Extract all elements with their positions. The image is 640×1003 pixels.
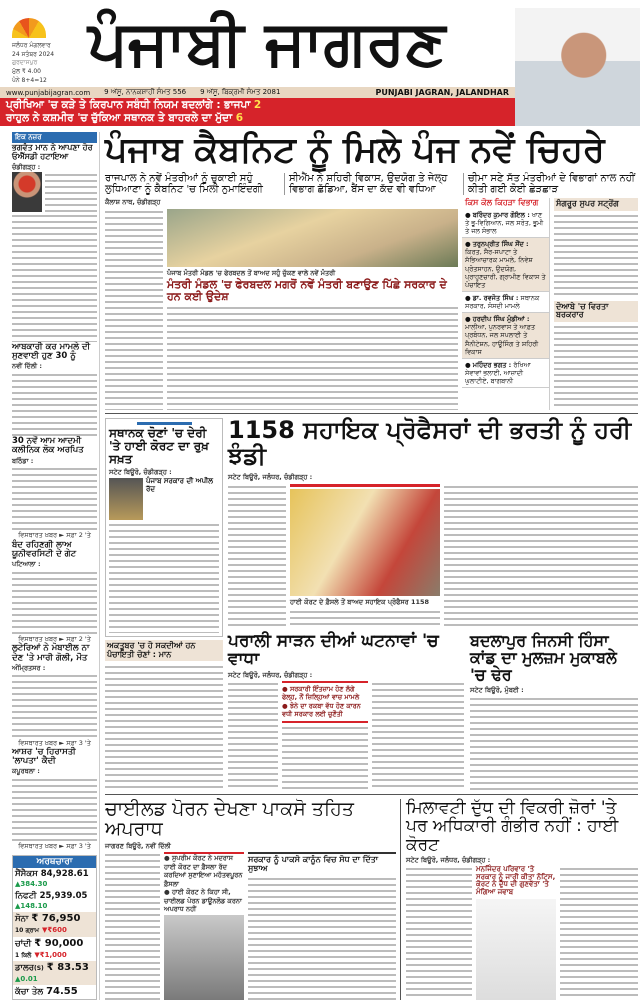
pocso-side (248, 852, 396, 1000)
website-link[interactable]: www.punjabijagran.com (6, 88, 91, 97)
publisher: PUNJABI JAGRAN, JALANDHAR (375, 88, 509, 98)
story-body (372, 681, 464, 791)
section-label: ਇਕ ਨਜ਼ਰ (12, 132, 97, 143)
pocso-subhead: ਸਰਕਾਰ ਨੂੰ ਪਾਕਸੋ ਕਾਨੂੰਨ ਵਿਚ ਸੋਧ ਦਾ ਦਿੱਤਾ ਸੁਝਾਅ (248, 855, 379, 873)
city-day: ਜਲੰਧਰ ਮੰਗਲਵਾਰ (12, 42, 51, 49)
story-dateline: ਸਟੇਟ ਬਿਊਰੋ, ਜਲੰਧਰ, ਚੰਡੀਗੜ੍ਹ : (406, 855, 491, 864)
teaser-1[interactable]: ਪ੍ਰੀਖਿਆ 'ਚ ਕੜੇ ਤੇ ਕਿਰਪਾਨ ਸਬੰਧੀ ਨਿਯਮ ਬਦਲਾਂਗੇ : ਭਾਜਪਾ 2 (6, 99, 262, 112)
side-story-title[interactable]: ਦੋਆਬੇ 'ਚ ਵਿਰਤਾ ਬਰਕਰਾਰ (554, 301, 638, 322)
cabinet-oath-photo (167, 209, 458, 267)
portfolio-item: ● ਹਰਦੀਪ ਸਿੰਘ ਮੁੰਡੀਆਂ : ਮਾਲੀਆ, ਪੁਨਰਵਾਸ ਤੇ ਆਫ਼ਤ ਪ੍ਰਬੰਧਨ, ਜਲ ਸਪਲਾਈ ਤੇ ਸੈਨੀਟੇਸ਼ਨ, ਹਾਊਸਿੰਗ ਤੇ ਸ਼ਹਿਰੀ ਵਿਕਾਸ (462, 313, 549, 359)
story-body (406, 866, 472, 1000)
story-title[interactable]: ਆਬਕਾਰੀ ਕਰ ਮਾਮਲੇ ਦੀ ਸੁਣਵਾਈ ਹੁਣ 30 ਨੂੰ (12, 341, 91, 362)
right-side-stories (554, 198, 638, 410)
story-dateline: ਜਾਗਰਣ ਬਿਊਰੋ, ਨਵੀਂ ਦਿੱਲੀ (105, 841, 171, 850)
story-body (12, 777, 97, 841)
story-body (45, 172, 97, 212)
story-dateline: ਨਵੀਂ ਦਿੱਲੀ : (12, 362, 42, 371)
story-dateline: ਕਪੂਰਥਲਾ : (12, 767, 40, 776)
issue-date: 24 ਸਤੰਬਰ 2024 (12, 50, 55, 58)
jump-link[interactable]: ਵਿਸਥਾਰਤ ਖ਼ਬਰ ► ਸਫ਼ਾ 2 'ਤੇ (18, 635, 91, 643)
story-title[interactable]: ਆਸ਼ਰ 'ਚ ਹਿਰਾਸਤੀ 'ਲਾਪਤਾ' ਕੈਦੀ (12, 747, 76, 767)
story-dateline: ਸਟੇਟ ਬਿਊਰੋ, ਜਲੰਧਰ, ਚੰਡੀਗੜ੍ਹ : (228, 472, 313, 481)
market-box (12, 855, 97, 1000)
court-box-subhead: ਪੰਜਾਬ ਸਰਕਾਰ ਦੀ ਅਪੀਲ ਰੱਦ (146, 477, 213, 493)
stubble-headline[interactable]: ਪਰਾਲੀ ਸਾੜਨ ਦੀਆਂ ਘਟਨਾਵਾਂ 'ਚ ਵਾਧਾ (228, 630, 439, 670)
market-row-gold: ਸੋਨਾ ₹ 76,950 10 ਗ੍ਰਾਮ ▼₹600 (13, 912, 96, 936)
story-title[interactable]: ਬੰਦ ਰਹਿਣਗੀ ਲਾਅ ਯੂਨੀਵਰਸਿਟੀ ਦੇ ਗੇਟ (12, 539, 77, 559)
market-row-nifty: ਨਿਫਟੀ 25,939.05 ▲148.10 (15, 891, 88, 911)
milk-headline[interactable]: ਮਿਲਾਵਟੀ ਦੁੱਧ ਦੀ ਵਿਕਰੀ ਜ਼ੋਰਾਂ 'ਤੇ ਪਰ ਅਧਿਕਾਰੀ ਗੰਭੀਰ ਨਹੀਂ : ਹਾਈ ਕੋਰਟ (406, 797, 619, 855)
market-title: ਅਰਥਚਾਰਾ (13, 856, 96, 868)
portfolio-title: ਕਿਸ ਕੋਲ ਕਿਹੜਾ ਵਿਭਾਗ (465, 198, 539, 208)
teaser-2[interactable]: ਰਾਹੁਲ ਨੇ ਕਸ਼ਮੀਰ 'ਚ ਚੁੱਕਿਆ ਸਥਾਨਕ ਤੇ ਬਾਹਰਲੇ ਦਾ ਮੁੱਦਾ 6 (6, 112, 244, 125)
story-body (12, 372, 97, 436)
main-area (0, 126, 640, 1003)
story-body (560, 866, 638, 1000)
story-body (12, 673, 97, 737)
portfolio-box (462, 198, 550, 410)
story-body (228, 484, 286, 629)
story-dateline: ਬਠਿੰਡਾ : (12, 456, 34, 465)
recruitment-photo (290, 489, 440, 596)
market-row-dollar: ਡਾਲਰ(S) ₹ 83.53 ▲0.01 (13, 961, 96, 985)
bottom-section (105, 799, 638, 1000)
story-body (282, 725, 368, 791)
panchayat-headline[interactable]: ਅਕਤੂਬਰ 'ਚ ਹੋ ਸਕਦੀਆਂ ਹਨ ਪੰਚਾਇਤੀ ਚੋਣਾਂ : ਮਾਨ (105, 640, 223, 661)
pocso-points (164, 852, 244, 913)
edition-name: ਗੁਰਦਾਸਪੁਰ (12, 59, 38, 67)
portfolio-item: ● ਤਰੁਨਪ੍ਰੀਤ ਸਿੰਘ ਸੌਂਦ : ਕਿਰਤ, ਸੈਰ-ਸਪਾਟਾ ਤੇ ਸੱਭਿਆਚਾਰਕ ਮਾਮਲੇ, ਨਿਵੇਸ਼ ਪ੍ਰੋਤਸਾਹਨ, ਉਦਯੋਗ, ਪ੍ਰਾਹੁਣਚਾਰੀ, ਗ੍ਰਾਮੀਣ ਵਿਕਾਸ ਤੇ ਪੰਚਾਇਤ (462, 238, 549, 292)
jump-link[interactable]: ਵਿਸਥਾਰਤ ਖ਼ਬਰ ► ਸਫ਼ਾ 3 'ਤੇ (18, 842, 91, 851)
market-row-silver: ਚਾਂਦੀ ₹ 90,000 1 ਕਿਲੋ ▼₹1,000 (15, 937, 84, 959)
masthead (0, 0, 640, 126)
portfolio-item: ● ਡਾ. ਰਵਜੋਤ ਸਿੰਘ : ਸਥਾਨਕ ਸਰਕਾਰ, ਸੰਸਦੀ ਮਾਮਲੇ (462, 292, 549, 313)
lead-dateline: ਕੈਲਾਸ਼ ਨਾਥ, ਚੰਡੀਗੜ੍ਹ (105, 198, 161, 207)
box-accent (137, 422, 192, 425)
photo-caption: ਪੰਜਾਬ ਮੰਤਰੀ ਮੰਡਲ 'ਚ ਫੇਰਬਦਲ ਤੋਂ ਬਾਅਦ ਸਹੁੰ ਚੁੱਕਣ ਵਾਲੇ ਨਵੇਂ ਮੰਤਰੀ (167, 268, 336, 277)
pocso-headline[interactable]: ਚਾਈਲਡ ਪੋਰਨ ਦੇਖਣਾ ਪਾਕਸੋ ਤਹਿਤ ਅਪਰਾਧ (105, 797, 354, 841)
second-section (105, 418, 638, 795)
teaser-photo (515, 8, 640, 126)
milk-photo (476, 899, 556, 1000)
portfolio-item: ● ਮਹਿੰਦਰ ਭਗਤ : ਰੱਖਿਆ ਸੇਵਾਵਾਂ ਭਲਾਈ, ਆਜ਼ਾਦੀ ਘੁਲਾਟੀਏ, ਬਾਗਬਾਨੀ (462, 359, 549, 388)
lead-subhead-3: ਚੀਮਾ ਸਣੇ ਸੱਤ ਮੰਤਰੀਆਂ ਦੇ ਵਿਭਾਗਾਂ ਨਾਲ ਨਹੀਂ ਕੀਤੀ ਗਈ ਕੋਈ ਛੇੜਛਾੜ (463, 173, 638, 195)
court-box-headline[interactable]: ਸਥਾਨਕ ਚੋਣਾਂ 'ਚ ਦੇਰੀ 'ਤੇ ਹਾਈ ਕੋਰਟ ਦਾ ਰੁਖ਼ ਸਖ਼ਤ (109, 426, 209, 466)
story-body (105, 664, 223, 791)
story-dateline: ਸਟੇਟ ਬਿਊਰੋ, ਚੰਡੀਗੜ੍ਹ : (109, 467, 172, 476)
dateline-strip (0, 87, 515, 98)
story-body (444, 484, 638, 629)
portrait-photo (12, 172, 42, 212)
story-dateline: ਅੰਮ੍ਰਿਤਸਰ : (12, 663, 46, 672)
side-story-title[interactable]: ਸੰਗਰੂਰ ਸੁਪਰ ਸਟ੍ਰੋਂਗ (554, 198, 638, 211)
portfolio-item: ● ਬਰਿੰਦਰ ਕੁਮਾਰ ਗੋਇਲ : ਖਾਣ ਤੇ ਭੂ-ਵਿਗਿਆਨ, ਜਲ ਸਰੋਤ, ਭੂਮੀ ਤੇ ਜਲ ਸੰਭਾਲ (462, 209, 549, 238)
story-title[interactable]: ਲੁਟੇਰਿਆਂ ਨੇ ਮੋਬਾਈਲ ਨਾ ਦੇਣ 'ਤੇ ਮਾਰੀ ਗੋਲੀ, ਮੌਤ (12, 643, 90, 663)
stubble-points (282, 681, 368, 723)
side-story-body (554, 324, 638, 410)
court-photo (109, 478, 143, 520)
story-body (105, 852, 160, 1000)
story-body (109, 522, 219, 633)
recruitment-headline[interactable]: 1158 ਸਹਾਇਕ ਪ੍ਰੋਫੈਸਰਾਂ ਦੀ ਭਰਤੀ ਨੂੰ ਹਰੀ ਝੰਡੀ (228, 416, 632, 470)
teaser-bar (0, 98, 515, 126)
supreme-court-photo (164, 915, 244, 1000)
stubble-point: ● ਝੋਨੇ ਦਾ ਰਕਬਾ ਵੱਧ ਹੋਣ ਕਾਰਨ ਵਧੀ ਸਰਕਾਰ ਲਈ ਚੁਣੌਤੀ (282, 701, 361, 719)
pocso-point: ● ਸੁਪਰੀਮ ਕੋਰਟ ਨੇ ਮਦਰਾਸ ਹਾਈ ਕੋਰਟ ਦਾ ਫ਼ੈਸਲਾ ਰੱਦ ਕਰਦਿਆਂ ਸੁਣਾਇਆ ਮਹੱਤਵਪੂਰਨ ਫ਼ੈਸਲਾ (164, 854, 243, 888)
photo-caption: ਹਾਈ ਕੋਰਟ ਦੇ ਫ਼ੈਸਲੇ ਤੋਂ ਬਾਅਦ ਸਹਾਇਕ ਪ੍ਰੋਫੈਸਰ 1158 (290, 598, 430, 607)
story-body (470, 696, 638, 791)
market-row-crude: ਕੱਚਾ ਤੇਲ 74.55 (15, 986, 78, 998)
badlapur-headline[interactable]: ਬਦਲਾਪੁਰ ਜਿਨਸੀ ਹਿੰਸਾ ਕਾਂਡ ਦਾ ਮੁਲਜ਼ਮ ਮੁਕਾਬਲੇ 'ਚ ਢੇਰ (470, 630, 617, 685)
jump-link[interactable]: ਵਿਸਥਾਰਤ ਖ਼ਬਰ ► ਸਫ਼ਾ 3 'ਤੇ (18, 738, 91, 747)
lead-subhead-2: ਸੀਐੱਮ ਨੇ ਸ਼ਹਿਰੀ ਵਿਕਾਸ, ਉਦਯੋਗ ਤੇ ਜੇਲ੍ਹ ਵਿਭਾਗ ਛੱਡਿਆ, ਬੈਂਸ ਦਾ ਕੱਦ ਵੀ ਵਧਿਆ (284, 173, 459, 195)
story-body (12, 213, 97, 342)
newspaper-title: ਪੰਜਾਬੀ ਜਾਗਰਣ (88, 6, 446, 79)
bikrami-date: 9 ਅੱਸੂ, ਬਿਕ੍ਰਮੀ ਸੰਮਤ 2081 (200, 88, 281, 97)
nanakshahi-date: 9 ਅੱਸੂ, ਨਾਨਕਸ਼ਾਹੀ ਸੰਮਤ 556 (104, 88, 187, 97)
story-dateline: ਚੰਡੀਗੜ੍ਹ : (12, 162, 41, 171)
story-title[interactable]: 30 ਨਵੇਂ ਆਮ ਆਦਮੀ ਕਲੀਨਿਕ ਲੋਕ ਅਰਪਿਤ (12, 436, 84, 456)
story-dateline: ਸਟੇਟ ਬਿਊਰੋ, ਜਲੰਧਰ, ਚੰਡੀਗੜ੍ਹ : (228, 670, 313, 679)
lead-headline[interactable]: ਪੰਜਾਬ ਕੈਬਨਿਟ ਨੂੰ ਮਿਲੇ ਪੰਜ ਨਵੇਂ ਚਿਹਰੇ (105, 130, 605, 171)
story-body (248, 876, 396, 1000)
jagran-logo (12, 18, 46, 38)
red-rule (290, 484, 440, 487)
story-dateline: ਪਟਿਆਲਾ : (12, 560, 41, 569)
story-body (12, 466, 97, 530)
lead-section (105, 132, 638, 414)
lead-body (167, 305, 458, 410)
left-column (12, 132, 100, 1000)
market-row-sensex: ਸੈਂਸੈਕਸ 84,928.61 ▲384.30 (15, 868, 89, 888)
lead-subhead-1: ਰਾਜਪਾਲ ਨੇ ਨਵੇਂ ਮੰਤਰੀਆਂ ਨੂੰ ਚੁਕਾਈ ਸਹੁੰ ਲੁਧਿਆਣਾ ਨੂੰ ਕੈਬਨਿਟ 'ਚ ਮਿਲੀ ਨੁਮਾਇੰਦਗੀ (105, 173, 263, 196)
lead-second-head[interactable]: ਮੰਤਰੀ ਮੰਡਲ 'ਚ ਫੇਰਬਦਲ ਮਗਰੋਂ ਨਵੇਂ ਮੰਤਰੀ ਬਣਾਉਣ ਪਿੱਛੇ ਸਰਕਾਰ ਦੇ ਹਨ ਕਈ ਉਦੇਸ਼ (167, 278, 447, 303)
court-box (105, 418, 223, 637)
story-dateline: ਸਟੇਟ ਬਿਊਰੋ, ਮੁੰਬਈ : (470, 685, 524, 694)
pocso-point: ● ਹਾਈ ਕੋਰਟ ਨੇ ਕਿਹਾ ਸੀ, ਚਾਈਲਡ ਪੋਰਨ ਡਾਊਨਲੋਡ ਕਰਨਾ ਅਪਰਾਧ ਨਹੀਂ (164, 888, 242, 913)
price: ਮੁੱਲ ₹ 4.00 (12, 68, 41, 76)
lead-body (105, 209, 163, 410)
milk-subhead: ਮਨਜਿੰਦਰ ਪਰਿਵਾਰ 'ਤੇ ਸਰਕਾਰ ਨੂੰ ਜਾਰੀ ਕੀਤਾ ਨੋਟਿਸ, ਕੋਰਟ ਨੇ ਦੁੱਧ ਦੀ ਗੁਣਵੱਤਾ 'ਤੇ ਮੰਗਿਆ ਜਵਾਬ (476, 865, 556, 897)
story-body (228, 681, 278, 791)
side-story-body (554, 213, 638, 299)
page-count: ਪੰਨੇ 8+4=12 (12, 76, 47, 84)
story-body (290, 609, 440, 629)
story-title[interactable]: ਭਗਵੰਤ ਮਾਨ ਨੇ ਆਪਣਾ ਹੋਰ ਓਐੱਸਡੀ ਹਟਾਇਆ (12, 143, 93, 162)
story-body (12, 570, 97, 634)
jump-link[interactable]: ਵਿਸਥਾਰਤ ਖ਼ਬਰ ► ਸਫ਼ਾ 2 'ਤੇ (18, 531, 91, 540)
stubble-point: ● ਸਰਕਾਰੀ ਇੰਤਜ਼ਾਮ ਹੋਣ ਲੱਗੇ ਫੇਲ੍ਹ, ਨੌਂ ਜ਼ਿਲ੍ਹਿਆਂ ਵਾਚ ਮਾਮਲੇ (282, 685, 360, 702)
edition-info (12, 42, 82, 85)
